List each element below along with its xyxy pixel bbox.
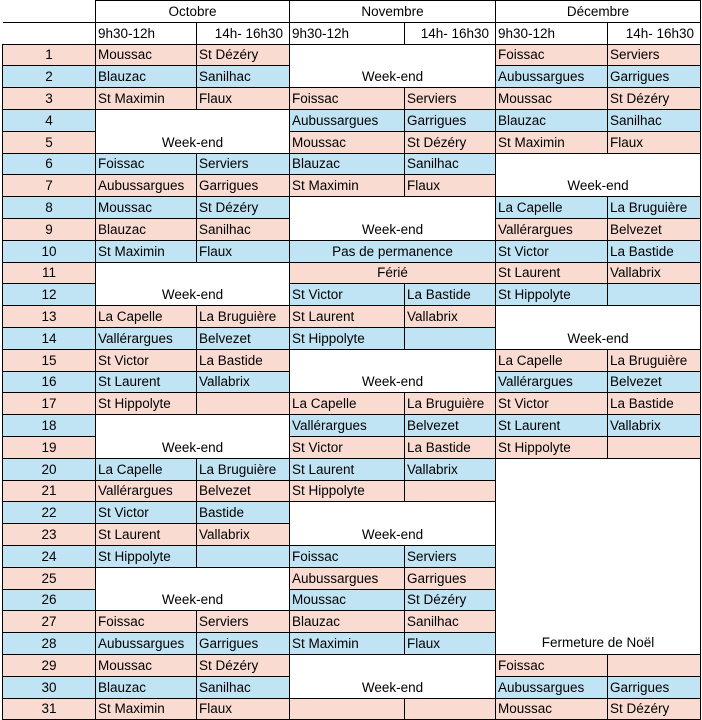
october-morning-commune: St Laurent <box>96 524 197 546</box>
october-afternoon-commune <box>197 393 290 415</box>
december-afternoon-commune: Garrigues <box>608 676 701 698</box>
table-row <box>3 349 701 371</box>
day-number: 4 <box>3 109 96 131</box>
november-afternoon-commune <box>405 698 496 720</box>
october-weekend-block: Week-end <box>96 415 290 459</box>
december-morning-commune: St Laurent <box>496 262 608 284</box>
november-afternoon-commune: Serviers <box>405 88 496 110</box>
december-weekend-block: Week-end <box>496 306 701 350</box>
october-morning-commune: Blauzac <box>96 66 197 88</box>
december-afternoon-commune: Garrigues <box>608 66 701 88</box>
october-morning-commune: St Maximin <box>96 698 197 720</box>
november-morning-commune: St Hippolyte <box>290 327 405 349</box>
october-afternoon-commune: Sanilhac <box>197 676 290 698</box>
october-afternoon-commune: Serviers <box>197 611 290 633</box>
day-number: 15 <box>3 349 96 371</box>
november-morning-commune: Moussac <box>290 589 405 611</box>
day-number: 8 <box>3 197 96 219</box>
october-afternoon-commune: Belvezet <box>197 480 290 502</box>
november-weekend-block: Week-end <box>290 654 496 698</box>
december-weekend-block: Week-end <box>496 153 701 197</box>
december-afternoon-commune: Flaux <box>608 131 701 153</box>
table-row <box>3 306 701 328</box>
november-afternoon-commune: Serviers <box>405 545 496 567</box>
day-number: 11 <box>3 262 96 284</box>
day-number: 16 <box>3 371 96 393</box>
table-row <box>3 44 701 66</box>
october-afternoon-commune: Garrigues <box>197 175 290 197</box>
october-morning-commune: Blauzac <box>96 218 197 240</box>
day-number: 22 <box>3 502 96 524</box>
october-weekend-block: Week-end <box>96 262 290 306</box>
october-morning-commune: St Maximin <box>96 240 197 262</box>
october-morning-commune: St Hippolyte <box>96 545 197 567</box>
day-number: 26 <box>3 589 96 611</box>
november-holiday-cell: Férié <box>290 262 496 284</box>
day-number: 25 <box>3 567 96 589</box>
november-morning-commune: Foissac <box>290 545 405 567</box>
october-afternoon-commune <box>197 545 290 567</box>
november-afternoon-commune: Vallabrix <box>405 306 496 328</box>
day-number: 10 <box>3 240 96 262</box>
december-afternoon-commune: La Bruguière <box>608 197 701 219</box>
december-morning-commune: Aubussargues <box>496 66 608 88</box>
table-row <box>3 197 701 219</box>
table-row <box>3 262 701 284</box>
day-number: 9 <box>3 218 96 240</box>
month-header-row <box>3 1 701 23</box>
october-morning-commune: La Capelle <box>96 306 197 328</box>
october-morning-commune: Foissac <box>96 153 197 175</box>
december-afternoon-commune <box>608 654 701 676</box>
slot-header-row <box>3 22 701 44</box>
day-number: 29 <box>3 654 96 676</box>
november-afternoon-commune: Flaux <box>405 633 496 655</box>
december-morning-commune: St Laurent <box>496 415 608 437</box>
december-morning-commune: Moussac <box>496 88 608 110</box>
october-afternoon-commune: Garrigues <box>197 633 290 655</box>
december-afternoon-commune: La Bastide <box>608 393 701 415</box>
november-afternoon-commune: La Bastide <box>405 436 496 458</box>
december-morning-commune: Vallérargues <box>496 218 608 240</box>
october-afternoon-commune: Vallabrix <box>197 524 290 546</box>
october-morning-commune: Foissac <box>96 611 197 633</box>
december-afternoon-commune: St Dézéry <box>608 698 701 720</box>
november-afternoon-commune <box>405 480 496 502</box>
december-morning-commune: St Victor <box>496 393 608 415</box>
november-afternoon-commune: St Dézéry <box>405 589 496 611</box>
november-morning-commune: St Laurent <box>290 306 405 328</box>
october-afternoon-commune: La Bruguière <box>197 306 290 328</box>
november-morning-commune: St Victor <box>290 284 405 306</box>
october-morning-commune: St Laurent <box>96 371 197 393</box>
december-morning-commune: Aubussargues <box>496 676 608 698</box>
table-row <box>3 393 701 415</box>
october-afternoon-commune: St Dézéry <box>197 654 290 676</box>
month-header-december: Décembre <box>496 1 701 23</box>
november-afternoon-commune: Garrigues <box>405 567 496 589</box>
october-afternoon-commune: St Dézéry <box>197 44 290 66</box>
table-row <box>3 88 701 110</box>
december-afternoon-commune: St Dézéry <box>608 88 701 110</box>
november-weekend-block: Week-end <box>290 349 496 393</box>
slot-header-morning: 9h30-12h <box>96 22 197 44</box>
december-afternoon-commune: La Bastide <box>608 240 701 262</box>
december-morning-commune: Vallérargues <box>496 371 608 393</box>
slot-header-morning: 9h30-12h <box>496 22 608 44</box>
november-afternoon-commune: La Bastide <box>405 284 496 306</box>
october-afternoon-commune: Vallabrix <box>197 371 290 393</box>
october-morning-commune: St Maximin <box>96 88 197 110</box>
october-afternoon-commune: Flaux <box>197 88 290 110</box>
december-afternoon-commune: Belvezet <box>608 218 701 240</box>
december-morning-commune: St Victor <box>496 240 608 262</box>
november-weekend-block: Week-end <box>290 197 496 241</box>
december-morning-commune: St Maximin <box>496 131 608 153</box>
november-morning-commune <box>290 698 405 720</box>
november-afternoon-commune: Belvezet <box>405 415 496 437</box>
day-number: 24 <box>3 545 96 567</box>
november-morning-commune: St Maximin <box>290 633 405 655</box>
slot-header-afternoon: 14h- 16h30 <box>608 22 701 44</box>
october-weekend-block: Week-end <box>96 109 290 153</box>
october-afternoon-commune: La Bastide <box>197 349 290 371</box>
month-header-october: Octobre <box>96 1 290 23</box>
table-row <box>3 698 701 720</box>
december-afternoon-commune: Vallabrix <box>608 262 701 284</box>
december-morning-commune: La Capelle <box>496 349 608 371</box>
november-afternoon-commune: La Bruguière <box>405 393 496 415</box>
november-morning-commune: St Laurent <box>290 458 405 480</box>
table-row <box>3 654 701 676</box>
november-morning-commune: St Maximin <box>290 175 405 197</box>
day-number: 18 <box>3 415 96 437</box>
permanence-schedule-table <box>2 0 701 720</box>
october-afternoon-commune: La Bruguière <box>197 458 290 480</box>
day-number: 13 <box>3 306 96 328</box>
october-afternoon-commune: Sanilhac <box>197 66 290 88</box>
day-number: 17 <box>3 393 96 415</box>
november-morning-commune: Aubussargues <box>290 567 405 589</box>
corner-cell <box>3 1 96 23</box>
schedule-body <box>3 44 701 720</box>
november-morning-commune: Moussac <box>290 131 405 153</box>
day-number: 14 <box>3 327 96 349</box>
november-afternoon-commune: Flaux <box>405 175 496 197</box>
day-number: 6 <box>3 153 96 175</box>
october-morning-commune: Moussac <box>96 44 197 66</box>
october-morning-commune: La Capelle <box>96 458 197 480</box>
day-number: 28 <box>3 633 96 655</box>
october-morning-commune: Moussac <box>96 197 197 219</box>
october-afternoon-commune: Belvezet <box>197 327 290 349</box>
table-row <box>3 240 701 262</box>
table-row <box>3 153 701 175</box>
december-christmas-closure-block: Fermeture de Noël <box>496 458 701 654</box>
october-afternoon-commune: Sanilhac <box>197 218 290 240</box>
october-morning-commune: Moussac <box>96 654 197 676</box>
slot-header-morning: 9h30-12h <box>290 22 405 44</box>
october-morning-commune: Vallérargues <box>96 480 197 502</box>
november-afternoon-commune: Sanilhac <box>405 611 496 633</box>
november-morning-commune: Aubussargues <box>290 109 405 131</box>
december-afternoon-commune <box>608 436 701 458</box>
day-number: 3 <box>3 88 96 110</box>
november-afternoon-commune <box>405 327 496 349</box>
october-morning-commune: Aubussargues <box>96 175 197 197</box>
table-row <box>3 109 701 131</box>
month-header-november: Novembre <box>290 1 496 23</box>
november-morning-commune: Vallérargues <box>290 415 405 437</box>
november-morning-commune: Blauzac <box>290 611 405 633</box>
day-number: 1 <box>3 44 96 66</box>
table-row <box>3 415 701 437</box>
november-afternoon-commune: Garrigues <box>405 109 496 131</box>
december-afternoon-commune: La Bruguière <box>608 349 701 371</box>
december-afternoon-commune: Belvezet <box>608 371 701 393</box>
slot-header-afternoon: 14h- 16h30 <box>197 22 290 44</box>
december-morning-commune: Foissac <box>496 654 608 676</box>
november-morning-commune: La Capelle <box>290 393 405 415</box>
october-afternoon-commune: Flaux <box>197 240 290 262</box>
day-number: 23 <box>3 524 96 546</box>
day-number: 20 <box>3 458 96 480</box>
day-number: 30 <box>3 676 96 698</box>
november-morning-commune: St Victor <box>290 436 405 458</box>
day-number: 12 <box>3 284 96 306</box>
december-morning-commune: Blauzac <box>496 109 608 131</box>
day-number: 31 <box>3 698 96 720</box>
october-weekend-block: Week-end <box>96 567 290 611</box>
day-number: 21 <box>3 480 96 502</box>
october-afternoon-commune: Bastide <box>197 502 290 524</box>
december-afternoon-commune: Serviers <box>608 44 701 66</box>
table-row <box>3 458 701 480</box>
corner-cell <box>3 22 96 44</box>
day-number: 19 <box>3 436 96 458</box>
day-number: 27 <box>3 611 96 633</box>
october-morning-commune: Aubussargues <box>96 633 197 655</box>
november-morning-commune: St Hippolyte <box>290 480 405 502</box>
day-number: 2 <box>3 66 96 88</box>
december-morning-commune: La Capelle <box>496 197 608 219</box>
october-morning-commune: Vallérargues <box>96 327 197 349</box>
november-weekend-block: Week-end <box>290 44 496 88</box>
november-weekend-block: Week-end <box>290 502 496 546</box>
october-morning-commune: Blauzac <box>96 676 197 698</box>
november-afternoon-commune: St Dézéry <box>405 131 496 153</box>
december-morning-commune: St Hippolyte <box>496 284 608 306</box>
november-morning-commune: Foissac <box>290 88 405 110</box>
october-morning-commune: St Victor <box>96 502 197 524</box>
december-afternoon-commune: Sanilhac <box>608 109 701 131</box>
december-morning-commune: Foissac <box>496 44 608 66</box>
slot-header-afternoon: 14h- 16h30 <box>405 22 496 44</box>
december-morning-commune: St Hippolyte <box>496 436 608 458</box>
day-number: 7 <box>3 175 96 197</box>
november-no-permanence-cell: Pas de permanence <box>290 240 496 262</box>
october-morning-commune: St Victor <box>96 349 197 371</box>
november-afternoon-commune: Vallabrix <box>405 458 496 480</box>
october-afternoon-commune: St Dézéry <box>197 197 290 219</box>
november-morning-commune: Blauzac <box>290 153 405 175</box>
december-afternoon-commune <box>608 284 701 306</box>
october-afternoon-commune: Serviers <box>197 153 290 175</box>
october-morning-commune: St Hippolyte <box>96 393 197 415</box>
december-afternoon-commune: Vallabrix <box>608 415 701 437</box>
day-number: 5 <box>3 131 96 153</box>
december-morning-commune: Moussac <box>496 698 608 720</box>
october-afternoon-commune: Flaux <box>197 698 290 720</box>
november-afternoon-commune: Sanilhac <box>405 153 496 175</box>
